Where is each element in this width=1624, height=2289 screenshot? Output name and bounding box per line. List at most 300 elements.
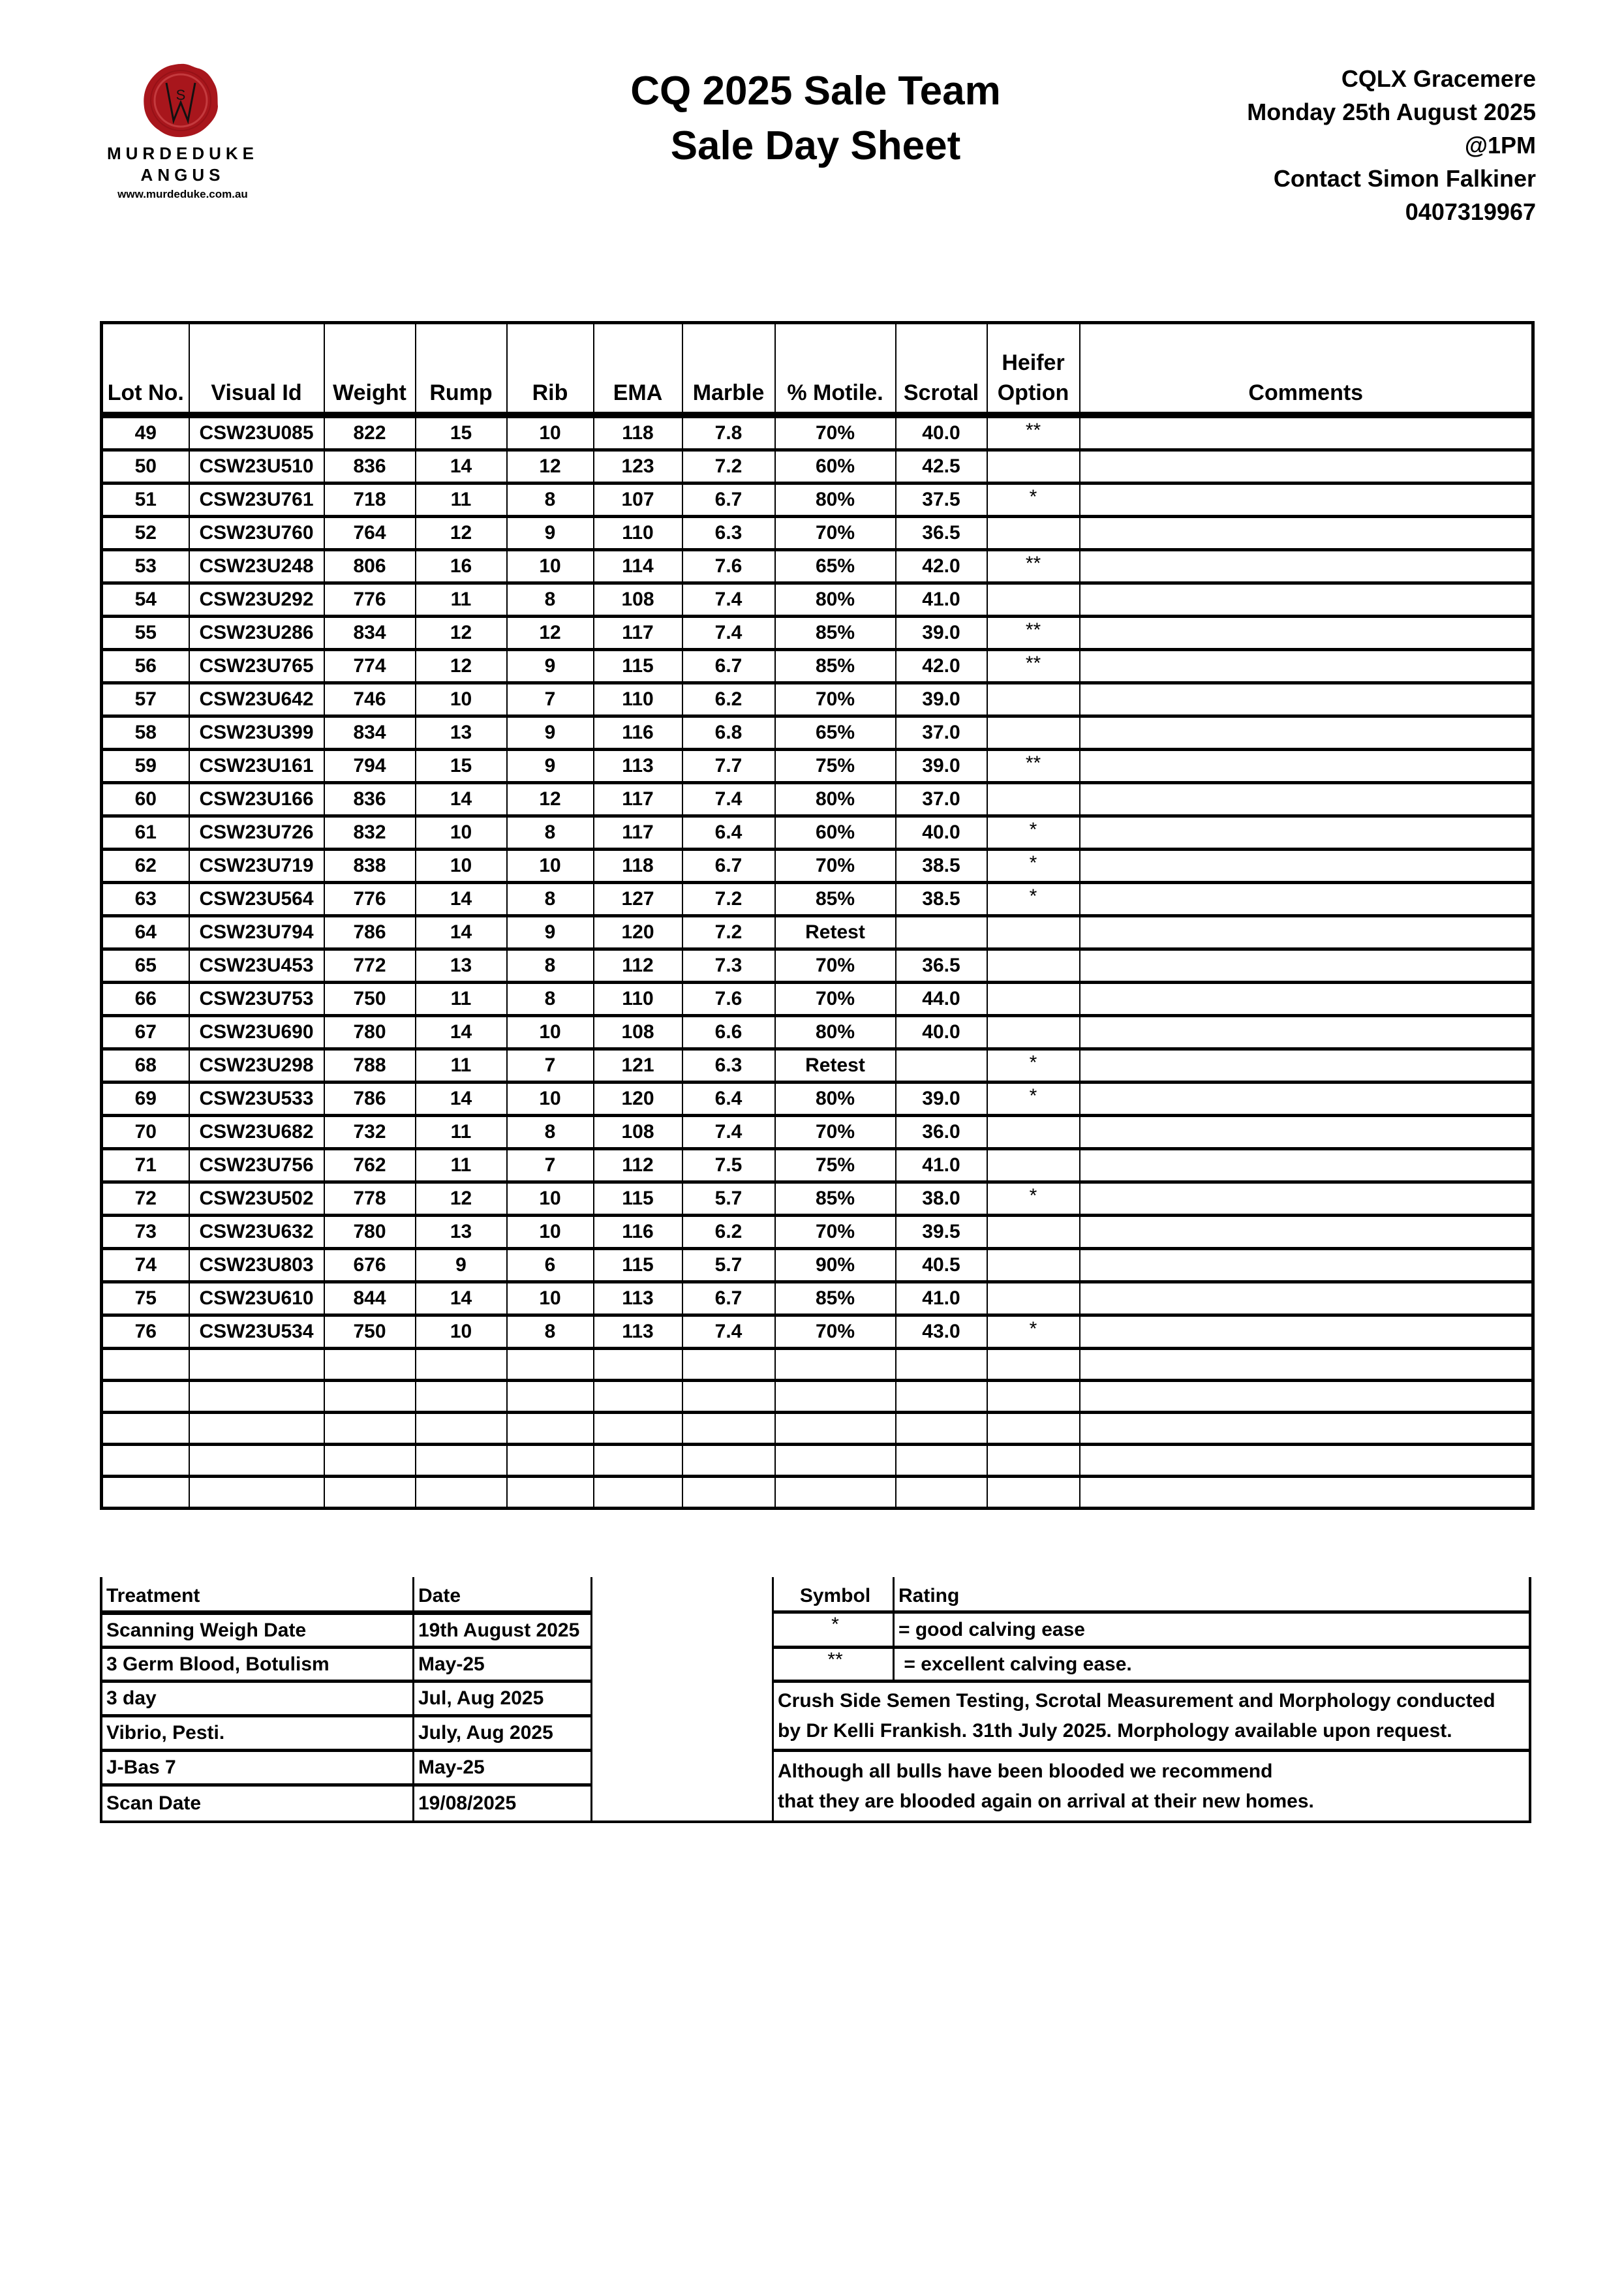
ema-cell: 120 bbox=[594, 1083, 682, 1116]
rib-cell: 8 bbox=[507, 484, 594, 517]
rump-cell: 10 bbox=[416, 816, 507, 850]
marble-cell: 6.4 bbox=[682, 816, 775, 850]
weight-cell: 676 bbox=[324, 1249, 416, 1282]
title-line-2: Sale Day Sheet bbox=[670, 123, 961, 168]
rump-cell bbox=[416, 1445, 507, 1477]
treatment-date: May-25 bbox=[418, 1756, 485, 1778]
brand-url: www.murdeduke.com.au bbox=[117, 188, 248, 200]
lot-cell: 53 bbox=[102, 550, 189, 583]
treatment-name: 3 day bbox=[106, 1687, 157, 1709]
ema-cell: 113 bbox=[594, 1282, 682, 1315]
motile-cell: 85% bbox=[775, 883, 896, 916]
lot-cell: 66 bbox=[102, 983, 189, 1016]
table-row bbox=[102, 1249, 1533, 1282]
table-row bbox=[102, 1049, 1533, 1083]
table-row bbox=[102, 1315, 1533, 1349]
marble-cell: 6.3 bbox=[682, 1049, 775, 1083]
motile-cell: 75% bbox=[775, 750, 896, 783]
weight-cell: 806 bbox=[324, 550, 416, 583]
sale-time: @1PM bbox=[1464, 132, 1536, 159]
treatment-name: 3 Germ Blood, Botulism bbox=[106, 1653, 329, 1675]
weight-cell bbox=[324, 1349, 416, 1381]
rib-cell bbox=[507, 1413, 594, 1445]
table-row bbox=[102, 617, 1533, 650]
lot-cell: 57 bbox=[102, 683, 189, 716]
ema-cell: 117 bbox=[594, 816, 682, 850]
treatment-date: 19th August 2025 bbox=[418, 1619, 580, 1641]
marble-cell: 7.4 bbox=[682, 783, 775, 816]
scrotal-cell: 37.0 bbox=[896, 783, 987, 816]
motile-cell: 80% bbox=[775, 783, 896, 816]
empty-table-row bbox=[102, 1413, 1533, 1445]
marble-cell: 5.7 bbox=[682, 1182, 775, 1216]
ema-cell: 113 bbox=[594, 1315, 682, 1349]
rump-cell bbox=[416, 1477, 507, 1509]
visual-id-cell: CSW23U399 bbox=[189, 716, 324, 750]
visual-id-cell: CSW23U166 bbox=[189, 783, 324, 816]
wax-seal-icon bbox=[142, 62, 220, 139]
lot-cell bbox=[102, 1381, 189, 1413]
comments-cell bbox=[1080, 783, 1533, 816]
weight-cell: 778 bbox=[324, 1182, 416, 1216]
col-scrotal-header: Scrotal bbox=[896, 323, 987, 416]
table-row bbox=[102, 450, 1533, 484]
rump-cell: 10 bbox=[416, 850, 507, 883]
ema-cell: 121 bbox=[594, 1049, 682, 1083]
lot-cell: 62 bbox=[102, 850, 189, 883]
scrotal-cell: 36.5 bbox=[896, 517, 987, 550]
scrotal-cell: 40.0 bbox=[896, 1016, 987, 1049]
rating-header: Rating bbox=[898, 1584, 960, 1606]
heifer-option-cell bbox=[987, 583, 1080, 617]
ema-cell: 116 bbox=[594, 1216, 682, 1249]
lot-cell: 49 bbox=[102, 415, 189, 450]
marble-cell: 7.5 bbox=[682, 1149, 775, 1182]
visual-id-cell bbox=[189, 1381, 324, 1413]
lot-cell: 63 bbox=[102, 883, 189, 916]
scrotal-cell: 41.0 bbox=[896, 1149, 987, 1182]
ema-cell: 112 bbox=[594, 949, 682, 983]
weight-cell: 834 bbox=[324, 716, 416, 750]
ema-cell: 112 bbox=[594, 1149, 682, 1182]
rib-cell: 10 bbox=[507, 1216, 594, 1249]
scrotal-cell: 39.0 bbox=[896, 683, 987, 716]
rib-cell: 7 bbox=[507, 1049, 594, 1083]
heifer-option-cell bbox=[987, 1413, 1080, 1445]
heifer-option-cell: ** bbox=[987, 415, 1080, 450]
lot-cell: 56 bbox=[102, 650, 189, 683]
sale-table bbox=[100, 321, 1531, 1510]
visual-id-cell: CSW23U803 bbox=[189, 1249, 324, 1282]
treatment-name: Scan Date bbox=[106, 1792, 202, 1814]
comments-cell bbox=[1080, 1149, 1533, 1182]
comments-cell bbox=[1080, 1445, 1533, 1477]
comments-cell bbox=[1080, 1216, 1533, 1249]
heifer-option-cell: * bbox=[987, 883, 1080, 916]
table-body bbox=[102, 415, 1533, 1509]
scrotal-cell: 40.5 bbox=[896, 1249, 987, 1282]
weight-cell: 772 bbox=[324, 949, 416, 983]
comments-cell bbox=[1080, 583, 1533, 617]
col-rib-header: Rib bbox=[507, 323, 594, 416]
table-row bbox=[102, 983, 1533, 1016]
lot-cell bbox=[102, 1349, 189, 1381]
motile-cell: 75% bbox=[775, 1149, 896, 1182]
rump-cell: 12 bbox=[416, 517, 507, 550]
weight-cell: 732 bbox=[324, 1116, 416, 1149]
weight-cell: 822 bbox=[324, 415, 416, 450]
comments-cell bbox=[1080, 550, 1533, 583]
lot-cell: 64 bbox=[102, 916, 189, 949]
heifer-option-cell bbox=[987, 916, 1080, 949]
heifer-option-cell bbox=[987, 1016, 1080, 1049]
sale-venue: CQLX Gracemere bbox=[1341, 65, 1536, 92]
scrotal-cell: 38.5 bbox=[896, 883, 987, 916]
rump-cell: 13 bbox=[416, 716, 507, 750]
lot-cell: 72 bbox=[102, 1182, 189, 1216]
rump-cell: 14 bbox=[416, 1016, 507, 1049]
rib-cell: 12 bbox=[507, 450, 594, 484]
ema-cell: 110 bbox=[594, 517, 682, 550]
motile-cell: 65% bbox=[775, 716, 896, 750]
comments-cell bbox=[1080, 750, 1533, 783]
weight-cell bbox=[324, 1381, 416, 1413]
marble-cell: 6.2 bbox=[682, 683, 775, 716]
ema-cell: 108 bbox=[594, 1016, 682, 1049]
comments-cell bbox=[1080, 1477, 1533, 1509]
ema-cell: 114 bbox=[594, 550, 682, 583]
weight-cell: 794 bbox=[324, 750, 416, 783]
treatment-name: J-Bas 7 bbox=[106, 1756, 176, 1778]
comments-cell bbox=[1080, 617, 1533, 650]
marble-cell bbox=[682, 1413, 775, 1445]
heifer-option-cell bbox=[987, 949, 1080, 983]
heifer-option-cell: ** bbox=[987, 617, 1080, 650]
lot-cell bbox=[102, 1477, 189, 1509]
motile-cell: 90% bbox=[775, 1249, 896, 1282]
lot-cell bbox=[102, 1413, 189, 1445]
treatment-date: July, Aug 2025 bbox=[418, 1721, 553, 1744]
motile-cell: 85% bbox=[775, 1182, 896, 1216]
visual-id-cell: CSW23U533 bbox=[189, 1083, 324, 1116]
col-visual-id-header: Visual Id bbox=[189, 323, 324, 416]
rump-cell: 10 bbox=[416, 683, 507, 716]
rib-cell: 8 bbox=[507, 583, 594, 617]
marble-cell: 7.4 bbox=[682, 617, 775, 650]
table-row bbox=[102, 484, 1533, 517]
table-row bbox=[102, 916, 1533, 949]
ema-cell: 108 bbox=[594, 583, 682, 617]
col-rump-header: Rump bbox=[416, 323, 507, 416]
scrotal-cell bbox=[896, 916, 987, 949]
sale-info bbox=[1247, 62, 1536, 228]
weight-cell: 762 bbox=[324, 1149, 416, 1182]
scrotal-cell: 38.5 bbox=[896, 850, 987, 883]
visual-id-cell bbox=[189, 1349, 324, 1381]
heifer-option-cell: * bbox=[987, 816, 1080, 850]
heifer-option-cell bbox=[987, 1381, 1080, 1413]
heifer-option-cell bbox=[987, 1149, 1080, 1182]
ema-cell bbox=[594, 1413, 682, 1445]
ema-cell: 117 bbox=[594, 783, 682, 816]
ema-cell: 115 bbox=[594, 1182, 682, 1216]
motile-cell: 70% bbox=[775, 983, 896, 1016]
rump-cell: 11 bbox=[416, 983, 507, 1016]
motile-cell: 80% bbox=[775, 1083, 896, 1116]
visual-id-cell: CSW23U761 bbox=[189, 484, 324, 517]
comments-cell bbox=[1080, 1413, 1533, 1445]
title-line-1: CQ 2025 Sale Team bbox=[630, 69, 1001, 114]
heifer-option-cell bbox=[987, 1349, 1080, 1381]
lot-cell: 58 bbox=[102, 716, 189, 750]
col-comments-header: Comments bbox=[1080, 323, 1533, 416]
comments-cell bbox=[1080, 1116, 1533, 1149]
comments-cell bbox=[1080, 1083, 1533, 1116]
rib-cell: 8 bbox=[507, 949, 594, 983]
legend-rating-excellent: = excellent calving ease. bbox=[898, 1653, 1132, 1675]
blood-test-note-line1: Although all bulls have been blooded we recommend bbox=[778, 1760, 1273, 1782]
marble-cell bbox=[682, 1349, 775, 1381]
marble-cell: 7.6 bbox=[682, 550, 775, 583]
marble-cell: 7.8 bbox=[682, 415, 775, 450]
table-row bbox=[102, 883, 1533, 916]
marble-cell: 7.3 bbox=[682, 949, 775, 983]
scrotal-cell: 36.0 bbox=[896, 1116, 987, 1149]
ema-cell: 118 bbox=[594, 415, 682, 450]
visual-id-cell: CSW23U719 bbox=[189, 850, 324, 883]
heifer-option-cell: * bbox=[987, 1315, 1080, 1349]
motile-cell bbox=[775, 1349, 896, 1381]
motile-cell: 80% bbox=[775, 583, 896, 617]
treatment-name: Scanning Weigh Date bbox=[106, 1619, 307, 1641]
empty-table-row bbox=[102, 1445, 1533, 1477]
scrotal-cell: 41.0 bbox=[896, 1282, 987, 1315]
heifer-option-cell: * bbox=[987, 850, 1080, 883]
rump-cell: 14 bbox=[416, 1083, 507, 1116]
marble-cell: 7.2 bbox=[682, 450, 775, 484]
ema-cell bbox=[594, 1445, 682, 1477]
heifer-header-line1: Heifer bbox=[1002, 350, 1065, 375]
visual-id-cell: CSW23U502 bbox=[189, 1182, 324, 1216]
visual-id-cell: CSW23U690 bbox=[189, 1016, 324, 1049]
heifer-option-cell: * bbox=[987, 1083, 1080, 1116]
marble-cell: 6.7 bbox=[682, 650, 775, 683]
rib-cell: 8 bbox=[507, 1116, 594, 1149]
weight-cell: 776 bbox=[324, 883, 416, 916]
comments-cell bbox=[1080, 415, 1533, 450]
weight-cell: 844 bbox=[324, 1282, 416, 1315]
marble-cell bbox=[682, 1445, 775, 1477]
legend-rating-good: = good calving ease bbox=[898, 1618, 1085, 1640]
heifer-option-cell bbox=[987, 1216, 1080, 1249]
rib-cell: 7 bbox=[507, 1149, 594, 1182]
scrotal-cell: 40.0 bbox=[896, 415, 987, 450]
legend-symbol-excellent: ** bbox=[827, 1649, 843, 1670]
weight-cell: 834 bbox=[324, 617, 416, 650]
table-row bbox=[102, 1116, 1533, 1149]
rump-cell: 14 bbox=[416, 783, 507, 816]
table-row bbox=[102, 949, 1533, 983]
motile-cell: 80% bbox=[775, 1016, 896, 1049]
table-row bbox=[102, 1182, 1533, 1216]
rump-cell: 15 bbox=[416, 750, 507, 783]
marble-cell: 7.4 bbox=[682, 1315, 775, 1349]
blood-test-note-line2: that they are blooded again on arrival at their new homes. bbox=[778, 1790, 1314, 1812]
rump-cell: 11 bbox=[416, 1149, 507, 1182]
page-title bbox=[555, 64, 1077, 174]
motile-cell bbox=[775, 1381, 896, 1413]
table-row bbox=[102, 850, 1533, 883]
ema-cell: 110 bbox=[594, 983, 682, 1016]
rump-cell bbox=[416, 1349, 507, 1381]
weight-cell: 746 bbox=[324, 683, 416, 716]
table-row bbox=[102, 415, 1533, 450]
heifer-option-cell bbox=[987, 716, 1080, 750]
weight-cell bbox=[324, 1445, 416, 1477]
heifer-option-cell bbox=[987, 1477, 1080, 1509]
rump-cell: 14 bbox=[416, 450, 507, 484]
marble-cell: 5.7 bbox=[682, 1249, 775, 1282]
rib-cell: 10 bbox=[507, 415, 594, 450]
lot-cell: 74 bbox=[102, 1249, 189, 1282]
scrotal-cell bbox=[896, 1445, 987, 1477]
scrotal-cell: 42.0 bbox=[896, 550, 987, 583]
motile-cell: Retest bbox=[775, 916, 896, 949]
rib-cell: 12 bbox=[507, 617, 594, 650]
ema-cell: 108 bbox=[594, 1116, 682, 1149]
scrotal-cell: 36.5 bbox=[896, 949, 987, 983]
table-row bbox=[102, 517, 1533, 550]
ema-cell bbox=[594, 1381, 682, 1413]
weight-cell: 788 bbox=[324, 1049, 416, 1083]
motile-cell: Retest bbox=[775, 1049, 896, 1083]
heifer-option-cell: ** bbox=[987, 750, 1080, 783]
rump-cell: 15 bbox=[416, 415, 507, 450]
heifer-option-cell bbox=[987, 450, 1080, 484]
marble-cell: 6.7 bbox=[682, 850, 775, 883]
visual-id-cell: CSW23U765 bbox=[189, 650, 324, 683]
lot-cell: 61 bbox=[102, 816, 189, 850]
ema-cell: 110 bbox=[594, 683, 682, 716]
lot-cell: 73 bbox=[102, 1216, 189, 1249]
rump-cell bbox=[416, 1413, 507, 1445]
lot-cell: 65 bbox=[102, 949, 189, 983]
visual-id-cell: CSW23U753 bbox=[189, 983, 324, 1016]
heifer-option-cell bbox=[987, 1445, 1080, 1477]
col-motile-header: % Motile. bbox=[775, 323, 896, 416]
rib-cell: 8 bbox=[507, 1315, 594, 1349]
heifer-option-cell bbox=[987, 517, 1080, 550]
motile-cell: 85% bbox=[775, 1282, 896, 1315]
comments-cell bbox=[1080, 1182, 1533, 1216]
scrotal-cell bbox=[896, 1049, 987, 1083]
rump-cell: 11 bbox=[416, 1116, 507, 1149]
heifer-option-cell: * bbox=[987, 1049, 1080, 1083]
weight-cell: 832 bbox=[324, 816, 416, 850]
rib-cell bbox=[507, 1477, 594, 1509]
table-row bbox=[102, 816, 1533, 850]
visual-id-cell: CSW23U726 bbox=[189, 816, 324, 850]
rump-cell bbox=[416, 1381, 507, 1413]
scrotal-cell: 37.5 bbox=[896, 484, 987, 517]
marble-cell: 7.6 bbox=[682, 983, 775, 1016]
rib-cell: 6 bbox=[507, 1249, 594, 1282]
rump-cell: 16 bbox=[416, 550, 507, 583]
ema-cell bbox=[594, 1477, 682, 1509]
marble-cell: 7.4 bbox=[682, 583, 775, 617]
visual-id-cell: CSW23U298 bbox=[189, 1049, 324, 1083]
motile-cell: 70% bbox=[775, 1216, 896, 1249]
col-marble-header: Marble bbox=[682, 323, 775, 416]
marble-cell: 7.4 bbox=[682, 1116, 775, 1149]
scrotal-cell: 43.0 bbox=[896, 1315, 987, 1349]
ema-cell: 127 bbox=[594, 883, 682, 916]
treatment-date: May-25 bbox=[418, 1653, 485, 1675]
visual-id-cell: CSW23U453 bbox=[189, 949, 324, 983]
weight-cell: 786 bbox=[324, 916, 416, 949]
comments-cell bbox=[1080, 450, 1533, 484]
ema-cell: 116 bbox=[594, 716, 682, 750]
motile-cell: 60% bbox=[775, 450, 896, 484]
heifer-option-cell bbox=[987, 1282, 1080, 1315]
scrotal-cell: 44.0 bbox=[896, 983, 987, 1016]
motile-cell: 70% bbox=[775, 683, 896, 716]
visual-id-cell: CSW23U642 bbox=[189, 683, 324, 716]
treatment-header: Treatment bbox=[106, 1584, 200, 1606]
weight-cell: 836 bbox=[324, 450, 416, 484]
table-row bbox=[102, 1282, 1533, 1315]
rump-cell: 12 bbox=[416, 617, 507, 650]
heifer-option-cell: ** bbox=[987, 650, 1080, 683]
marble-cell: 6.2 bbox=[682, 1216, 775, 1249]
sale-phone: 0407319967 bbox=[1405, 198, 1536, 225]
lot-cell: 54 bbox=[102, 583, 189, 617]
motile-cell: 70% bbox=[775, 850, 896, 883]
lot-cell: 67 bbox=[102, 1016, 189, 1049]
rib-cell: 12 bbox=[507, 783, 594, 816]
sale-contact: Contact Simon Falkiner bbox=[1273, 165, 1536, 192]
visual-id-cell: CSW23U610 bbox=[189, 1282, 324, 1315]
weight-cell: 718 bbox=[324, 484, 416, 517]
heifer-header-line2: Option bbox=[997, 380, 1069, 405]
scrotal-cell: 39.0 bbox=[896, 1083, 987, 1116]
scrotal-cell: 40.0 bbox=[896, 816, 987, 850]
heifer-option-cell bbox=[987, 683, 1080, 716]
rump-cell: 13 bbox=[416, 1216, 507, 1249]
lot-cell: 70 bbox=[102, 1116, 189, 1149]
motile-cell bbox=[775, 1445, 896, 1477]
rump-cell: 14 bbox=[416, 916, 507, 949]
col-heifer-header bbox=[987, 323, 1080, 416]
weight-cell: 750 bbox=[324, 983, 416, 1016]
sale-date: Monday 25th August 2025 bbox=[1247, 99, 1536, 125]
ema-cell: 113 bbox=[594, 750, 682, 783]
rib-cell bbox=[507, 1349, 594, 1381]
table-header-row bbox=[102, 323, 1533, 416]
svg-text:S: S bbox=[176, 87, 186, 103]
weight-cell bbox=[324, 1477, 416, 1509]
legend-symbol-good: * bbox=[831, 1614, 839, 1635]
table-row bbox=[102, 650, 1533, 683]
marble-cell bbox=[682, 1381, 775, 1413]
table-row bbox=[102, 1149, 1533, 1182]
rib-cell: 8 bbox=[507, 883, 594, 916]
motile-cell bbox=[775, 1413, 896, 1445]
lot-cell: 71 bbox=[102, 1149, 189, 1182]
motile-cell: 70% bbox=[775, 415, 896, 450]
lot-cell bbox=[102, 1445, 189, 1477]
scrotal-cell: 42.5 bbox=[896, 450, 987, 484]
